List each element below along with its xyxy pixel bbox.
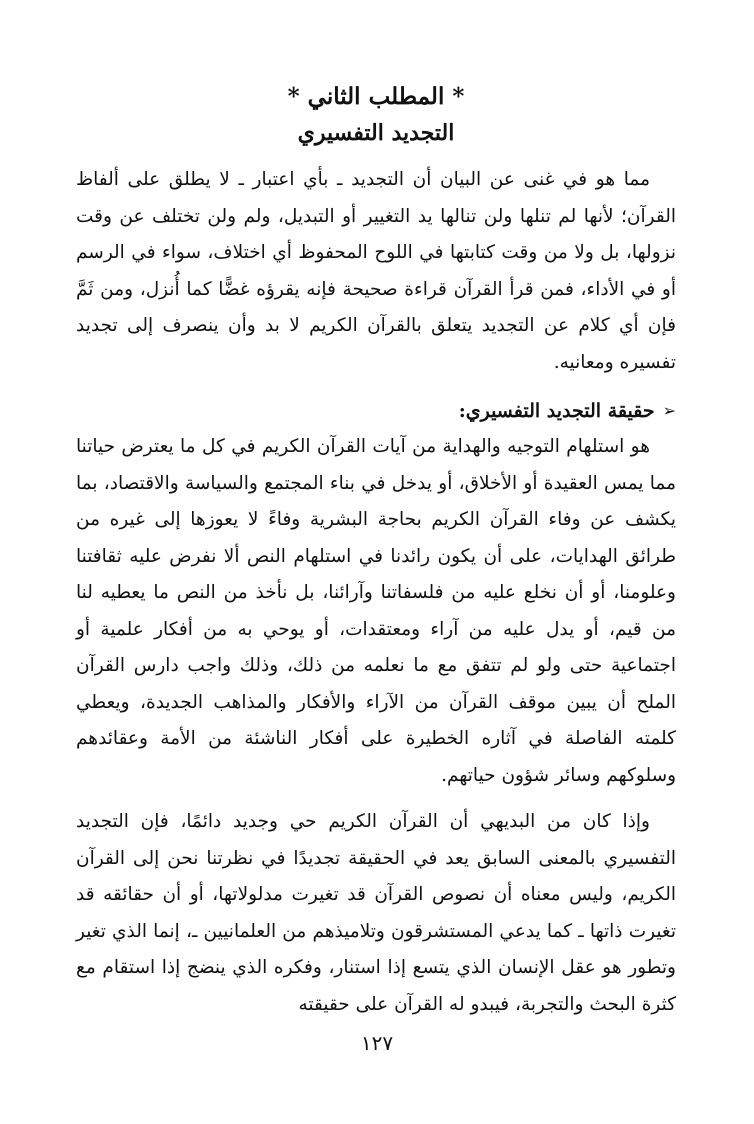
heading-text: حقيقة التجديد التفسيري: bbox=[458, 400, 655, 422]
section-heading bbox=[76, 393, 676, 429]
page-number: ١٢٧ bbox=[360, 1031, 394, 1055]
arrow-bullet-icon: ➢ bbox=[662, 401, 676, 420]
section-title: * المطلب الثاني * bbox=[287, 83, 465, 110]
intro-paragraph: مما هو في غنى عن البيان أن التجديد ـ بأي اعتبار ـ لا يطلق على ألفاظ القرآن؛ لأنها لم تنلها ولن تنالها يد التغيير أو التبديل، ولم ولن تختلف عن وقت نزولها، بل ولا من وقت كتابتها في اللوح المحفوظ أي اختلاف، سواء في الرسم أو في الأداء، فمن قرأ القرآن قراءة صحيحة فإنه يقرؤه غضًّا كما أُنزل، ومن ثَمَّ فإن أي كلام عن التجديد يتعلق بالقرآن الكريم لا بد وأن ينصرف إلى تجديد تفسيره ومعانيه. bbox=[76, 169, 676, 373]
body-paragraph-2: وإذا كان من البديهي أن القرآن الكريم حي وجديد دائمًا، فإن التجديد التفسيري بالمعنى السابق يعد في الحقيقة تجديدًا في نظرتنا نحن إلى القرآن الكريم، وليس معناه أن نصوص القرآن قد تغيرت مدلولاتها، أو أن حقائقه قد تغيرت ذاتها ـ كما يدعي المستشرقون وتلاميذهم من العلمانيين ـ، إنما الذي تغير وتطور هو عقل الإنسان الذي يتسع إذا استنار، وفكره الذي ينضج إذا استقام مع كثرة البحث والتجربة، فيبدو له القرآن على حقيقته bbox=[76, 811, 676, 1015]
sub-title: التجديد التفسيري bbox=[297, 120, 455, 146]
body-paragraph-1: هو استلهام التوجيه والهداية من آيات القرآن الكريم في كل ما يعترض حياتنا مما يمس العقيدة أو الأخلاق، أو يدخل في بناء المجتمع والسياسة والاقتصاد، بما يكشف عن وفاء القرآن الكريم بحاجة البشرية وفاءً لا يعوزها إلى غيره من طرائق الهدايات، على أن يكون رائدنا في استلهام النص ألا نفرض عليه ثقافتنا وعلومنا، أو أن نخلع عليه من فلسفاتنا وآرائنا، بل نأخذ من النص ما يعطيه لنا من قيم، أو يدل عليه من آراء ومعتقدات، أو يوحي به من أفكار علمية أو اجتماعية حتى ولو لم تتفق مع ما نعلمه من ذلك، وذلك واجب دارس القرآن الملح أن يبين موقف القرآن من الآراء والأفكار والمذاهب الجديدة، ويعطي كلمته الفاصلة في آثاره الخطيرة على أفكار الناشئة من الأمة وعقائدهم وسلوكهم وسائر شؤون حياتهم. bbox=[76, 436, 676, 786]
